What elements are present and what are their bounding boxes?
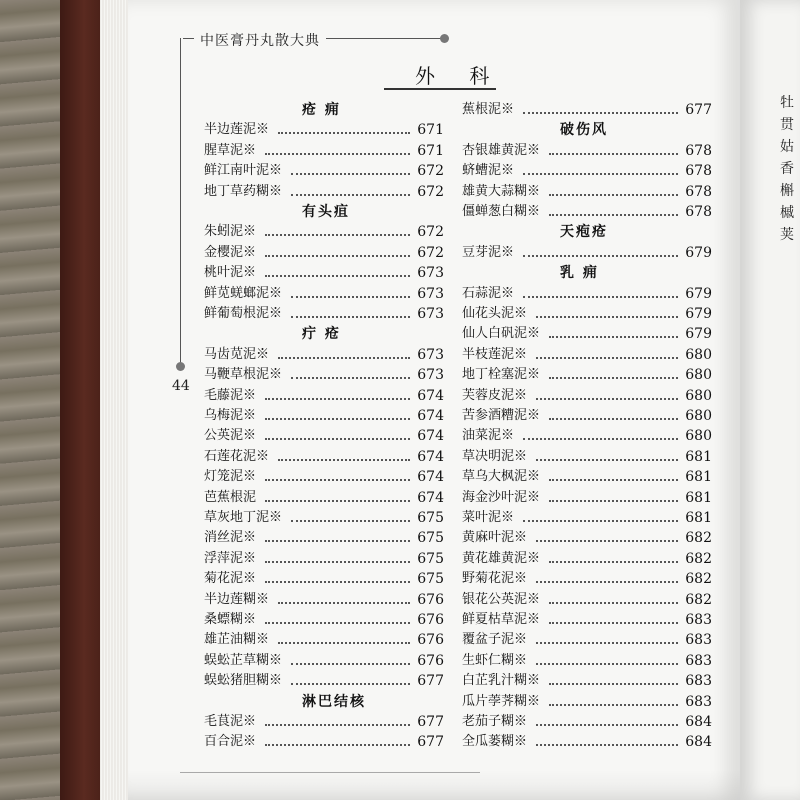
right-page-char: 香 [780,161,794,177]
toc-heading-text: 疮 痈 [302,102,341,118]
toc-entry [204,447,444,467]
toc-page-number: 682 [685,550,712,567]
toc-entry [462,610,712,630]
toc-heading-text: 天疱疮 [560,224,608,241]
toc-page-number: 676 [417,632,444,649]
toc-page-number: 682 [685,571,712,588]
toc-entry [204,549,444,569]
toc-leader-dots [549,602,678,604]
toc-heading-text: 疔 疮 [302,326,341,343]
toc-entry-name: 地丁草药糊※ [204,183,283,199]
toc-page-number: 679 [685,244,712,261]
toc-leader-dots [265,275,410,277]
toc-entry [204,141,444,161]
toc-leader-dots [549,622,678,624]
toc-page-number: 672 [417,163,444,180]
toc-leader-dots [536,744,678,746]
toc-leader-dots [549,500,678,502]
toc-leader-dots [265,561,410,563]
toc-entry [204,610,444,630]
toc-page-number: 675 [417,550,444,567]
toc-entry [204,651,444,671]
right-page-char: 牡 [780,95,794,111]
toc-entry [462,671,712,691]
toc-leader-dots [265,500,410,502]
toc-leader-dots [549,336,678,338]
toc-page-number: 682 [685,591,712,608]
toc-leader-dots [549,479,678,481]
toc-page-number: 680 [685,408,712,424]
toc-entry-name: 毛藤泥※ [204,387,257,403]
toc-page-number: 683 [685,612,712,628]
toc-entry [204,304,444,324]
toc-entry [462,202,712,222]
toc-page-number: 679 [685,285,712,302]
toc-entry-name: 菜叶泥※ [462,510,515,525]
toc-page-number: 672 [417,183,444,200]
toc-leader-dots [291,316,410,318]
toc-leader-dots [278,357,410,359]
toc-entry-name: 鲜江南叶泥※ [204,163,283,179]
toc-entry [462,345,712,365]
toc-entry [462,488,712,508]
toc-entry-name: 消丝泥※ [204,530,257,546]
toc-leader-dots [278,602,410,604]
toc-leader-dots [291,194,410,196]
toc-leader-dots [549,377,678,379]
toc-page-number: 674 [417,387,444,404]
page-bottom-shadow [128,770,740,800]
toc-entry [462,243,712,263]
toc-page-number: 674 [417,469,444,486]
toc-entry-name: 苦参酒糟泥※ [462,408,541,423]
toc-entry [462,508,712,528]
toc-entry-name: 桃叶泥※ [204,265,257,281]
toc-leader-dots [265,744,410,746]
toc-page-number: 684 [685,734,712,751]
toc-leader-dots [536,316,678,318]
toc-page-number: 681 [685,469,712,486]
toc-entry-name: 浮萍泥※ [204,550,257,566]
toc-entry [462,692,712,712]
toc-entry [462,569,712,589]
toc-entry [204,161,444,181]
toc-page-number: 683 [685,693,712,710]
toc-page-number: 679 [685,326,712,343]
toc-entry-name: 雄黄大蒜糊※ [462,183,541,199]
toc-entry [204,508,444,528]
toc-leader-dots [536,581,678,583]
toc-page-number: 681 [685,510,712,526]
toc-page-number: 682 [685,530,712,547]
toc-leader-dots [549,194,678,196]
toc-leader-dots [523,255,678,257]
toc-page-number: 681 [685,448,712,465]
toc-entry-name: 野菊花泥※ [462,571,528,587]
toc-leader-dots [523,173,678,175]
toc-entry [462,365,712,385]
toc-page-number: 677 [417,734,444,751]
toc-entry-name: 毛茛泥※ [204,714,257,729]
toc-page-number: 681 [685,489,712,506]
toc-page-number: 673 [417,265,444,282]
toc-page-number: 676 [417,612,444,628]
toc-entry-name: 半边莲泥※ [204,122,270,138]
toc-page-number: 678 [685,142,712,159]
toc-page-number: 677 [417,673,444,690]
toc-leader-dots [536,398,678,400]
right-page-text [780,92,800,246]
toc-leader-dots [536,663,678,665]
toc-page-number: 672 [417,224,444,241]
toc-entry-name: 黄麻叶泥※ [462,530,528,546]
toc-entry [204,488,444,508]
toc-entry-name: 杏银雄黄泥※ [462,142,541,158]
toc-entry-name: 鲜夏枯草泥※ [462,612,541,627]
toc-entry-name: 半枝莲泥※ [462,346,528,362]
toc-entry [204,671,444,691]
toc-leader-dots [265,622,410,624]
toc-leader-dots [265,418,410,420]
toc-page-number: 677 [417,714,444,730]
toc-section-heading [462,222,712,242]
toc-entry [462,528,712,548]
toc-leader-dots [523,438,678,440]
toc-entry-name: 仙人白矾泥※ [462,326,541,342]
toc-entry [204,426,444,446]
toc-entry-name: 蜈蚣芷草糊※ [204,652,283,668]
toc-page-number: 684 [685,714,712,730]
toc-entry-name: 乌梅泥※ [204,408,257,423]
toc-entry-name: 蕉根泥※ [462,102,515,117]
toc-entry [462,467,712,487]
toc-leader-dots [536,459,678,461]
toc-page-number: 678 [685,204,712,220]
toc-entry [204,528,444,548]
toc-page-number: 673 [417,346,444,363]
right-page-char: 贯 [780,117,794,133]
toc-page-number: 678 [685,183,712,200]
toc-leader-dots [265,398,410,400]
toc-entry-name: 蜈蚣猪胆糊※ [204,673,283,689]
toc-entry [204,243,444,263]
toc-leader-dots [523,112,678,114]
header-ornament-dot [440,34,449,43]
toc-heading-text: 淋巴结核 [302,693,366,710]
toc-page-number: 680 [685,387,712,404]
toc-page-number: 671 [417,122,444,139]
toc-leader-dots [265,724,410,726]
toc-leader-dots [291,683,410,685]
toc-entry-name: 朱蚓泥※ [204,224,257,240]
toc-entry-name: 草灰地丁泥※ [204,510,283,525]
right-page-char: 姑 [780,139,794,155]
toc-page-number: 680 [685,367,712,384]
toc-entry [462,182,712,202]
toc-leader-dots [523,296,678,298]
toc-entry-name: 芙蓉皮泥※ [462,387,528,403]
toc-page-number: 674 [417,489,444,506]
toc-entry [204,345,444,365]
toc-entry [462,447,712,467]
toc-section-heading [462,263,712,283]
toc-entry [204,406,444,426]
running-head-title: 中医膏丹丸散大典 [194,30,326,50]
toc-leader-dots [265,153,410,155]
margin-rule [180,38,181,368]
toc-entry [204,182,444,202]
toc-entry [462,304,712,324]
toc-entry-name: 金樱泥※ [204,244,257,260]
toc-entry-name: 油菜泥※ [462,428,515,444]
toc-section-heading [462,120,712,140]
toc-entry-name: 黄花雄黄泥※ [462,550,541,566]
toc-leader-dots [549,704,678,706]
toc-leader-dots [265,255,410,257]
toc-entry-name: 马鞭草根泥※ [204,367,283,383]
toc-entry-name: 仙花头泥※ [462,306,528,321]
toc-leader-dots [536,724,678,726]
toc-entry-name: 覆盆子泥※ [462,632,528,648]
toc-page-number: 676 [417,591,444,608]
toc-section-heading [204,692,444,712]
toc-entry-name: 灯笼泥※ [204,469,257,485]
toc-entry-name: 地丁栓塞泥※ [462,367,541,383]
toc-entry-name: 马齿苋泥※ [204,346,270,362]
toc-entry-name: 草乌大枫泥※ [462,469,541,485]
toc-page-number: 672 [417,244,444,261]
toc-entry [462,630,712,650]
section-title: 外 科 [415,64,504,88]
toc-entry-name: 菊花泥※ [204,571,257,587]
toc-entry [204,386,444,406]
toc-heading-text: 有头疽 [302,204,350,220]
margin-ornament-dot [176,362,185,371]
toc-page-number: 680 [685,428,712,445]
toc-page-number: 683 [685,673,712,690]
toc-leader-dots [549,418,678,420]
toc-entry-name: 银花公英泥※ [462,591,541,607]
toc-leader-dots [278,459,410,461]
toc-entry [462,549,712,569]
page-number: 44 [172,378,190,394]
toc-entry-name: 草决明泥※ [462,448,528,464]
toc-leader-dots [549,561,678,563]
toc-entry [204,222,444,242]
toc-entry-name: 豆芽泥※ [462,244,515,260]
toc-entry-name: 白芷乳汁糊※ [462,673,541,689]
toc-leader-dots [265,479,410,481]
toc-leader-dots [265,581,410,583]
toc-entry [204,732,444,752]
toc-leader-dots [549,214,678,216]
toc-leader-dots [291,377,410,379]
toc-entry [204,712,444,732]
toc-entry [462,406,712,426]
toc-leader-dots [536,540,678,542]
toc-page-number: 675 [417,530,444,547]
toc-entry-name: 芭蕉根泥 [204,489,257,505]
toc-section-heading [204,202,444,222]
toc-entry-name: 腥草泥※ [204,142,257,158]
toc-entry [462,732,712,752]
toc-page-number: 673 [417,306,444,322]
toc-leader-dots [549,153,678,155]
right-page-char: 荚 [780,227,794,243]
toc-entry [204,590,444,610]
toc-entry-name: 鲜葡萄根泥※ [204,306,283,321]
toc-page-number: 674 [417,428,444,445]
toc-page-number: 671 [417,142,444,159]
toc-entry-name: 公英泥※ [204,428,257,444]
toc-entry [462,386,712,406]
toc-page-number: 674 [417,448,444,465]
toc-entry [462,324,712,344]
toc-page-number: 677 [685,102,712,118]
toc-leader-dots [549,683,678,685]
toc-entry-name: 鲜苋蜣螂泥※ [204,285,283,301]
toc-page-number: 679 [685,306,712,322]
toc-leader-dots [523,520,678,522]
toc-entry-name: 石莲花泥※ [204,448,270,464]
toc-leader-dots [265,540,410,542]
toc-entry-name: 石蒜泥※ [462,285,515,301]
toc-heading-text: 破伤风 [560,122,608,139]
toc-leader-dots [536,357,678,359]
toc-entry-name: 蛴螬泥※ [462,163,515,179]
toc-leader-dots [291,663,410,665]
toc-entry [204,630,444,650]
toc-entry [204,569,444,589]
toc-entry-name: 海金沙叶泥※ [462,489,541,505]
toc-page-number: 680 [685,346,712,363]
toc-entry-name: 僵蝉葱白糊※ [462,204,541,219]
toc-entry-name: 全瓜蒌糊※ [462,734,528,750]
toc-page-number: 674 [417,408,444,424]
toc-entry [462,141,712,161]
right-page-char: 槲 [780,183,794,199]
toc-leader-dots [278,642,410,644]
toc-entry [204,120,444,140]
toc-entry-name: 瓜片荸荠糊※ [462,693,541,709]
toc-page-number: 678 [685,163,712,180]
toc-leader-dots [291,520,410,522]
right-page-char: 槭 [780,205,794,221]
toc-page-number: 673 [417,367,444,384]
toc-leader-dots [278,132,410,134]
toc-entry [462,426,712,446]
toc-leader-dots [265,234,410,236]
toc-entry-name: 百合泥※ [204,734,257,750]
toc-leader-dots [265,438,410,440]
toc-leader-dots [291,173,410,175]
toc-entry [462,590,712,610]
toc-heading-text: 乳 痈 [560,265,599,282]
toc-entry [462,284,712,304]
toc-entry [204,284,444,304]
toc-entry-name: 生虾仁糊※ [462,652,528,668]
toc-entry [462,161,712,181]
toc-entry [462,100,712,120]
toc-section-heading [204,324,444,344]
toc-entry [204,467,444,487]
toc-entry-name: 半边莲糊※ [204,591,270,607]
toc-section-heading [204,100,444,120]
toc-entry-name: 老茄子糊※ [462,714,528,729]
section-title-underline [384,88,496,90]
toc-page-number: 676 [417,652,444,669]
toc-leader-dots [536,642,678,644]
toc-leader-dots [291,296,410,298]
toc-page-number: 675 [417,510,444,526]
toc-entry-name: 雄芷油糊※ [204,632,270,648]
toc-page-number: 683 [685,652,712,669]
toc-entry [204,365,444,385]
toc-entry-name: 桑螵糊※ [204,612,257,627]
toc-page-number: 683 [685,632,712,649]
toc-page-number: 675 [417,571,444,588]
toc-entry [462,712,712,732]
toc-entry [462,651,712,671]
toc-entry [204,263,444,283]
toc-page-number: 673 [417,285,444,302]
